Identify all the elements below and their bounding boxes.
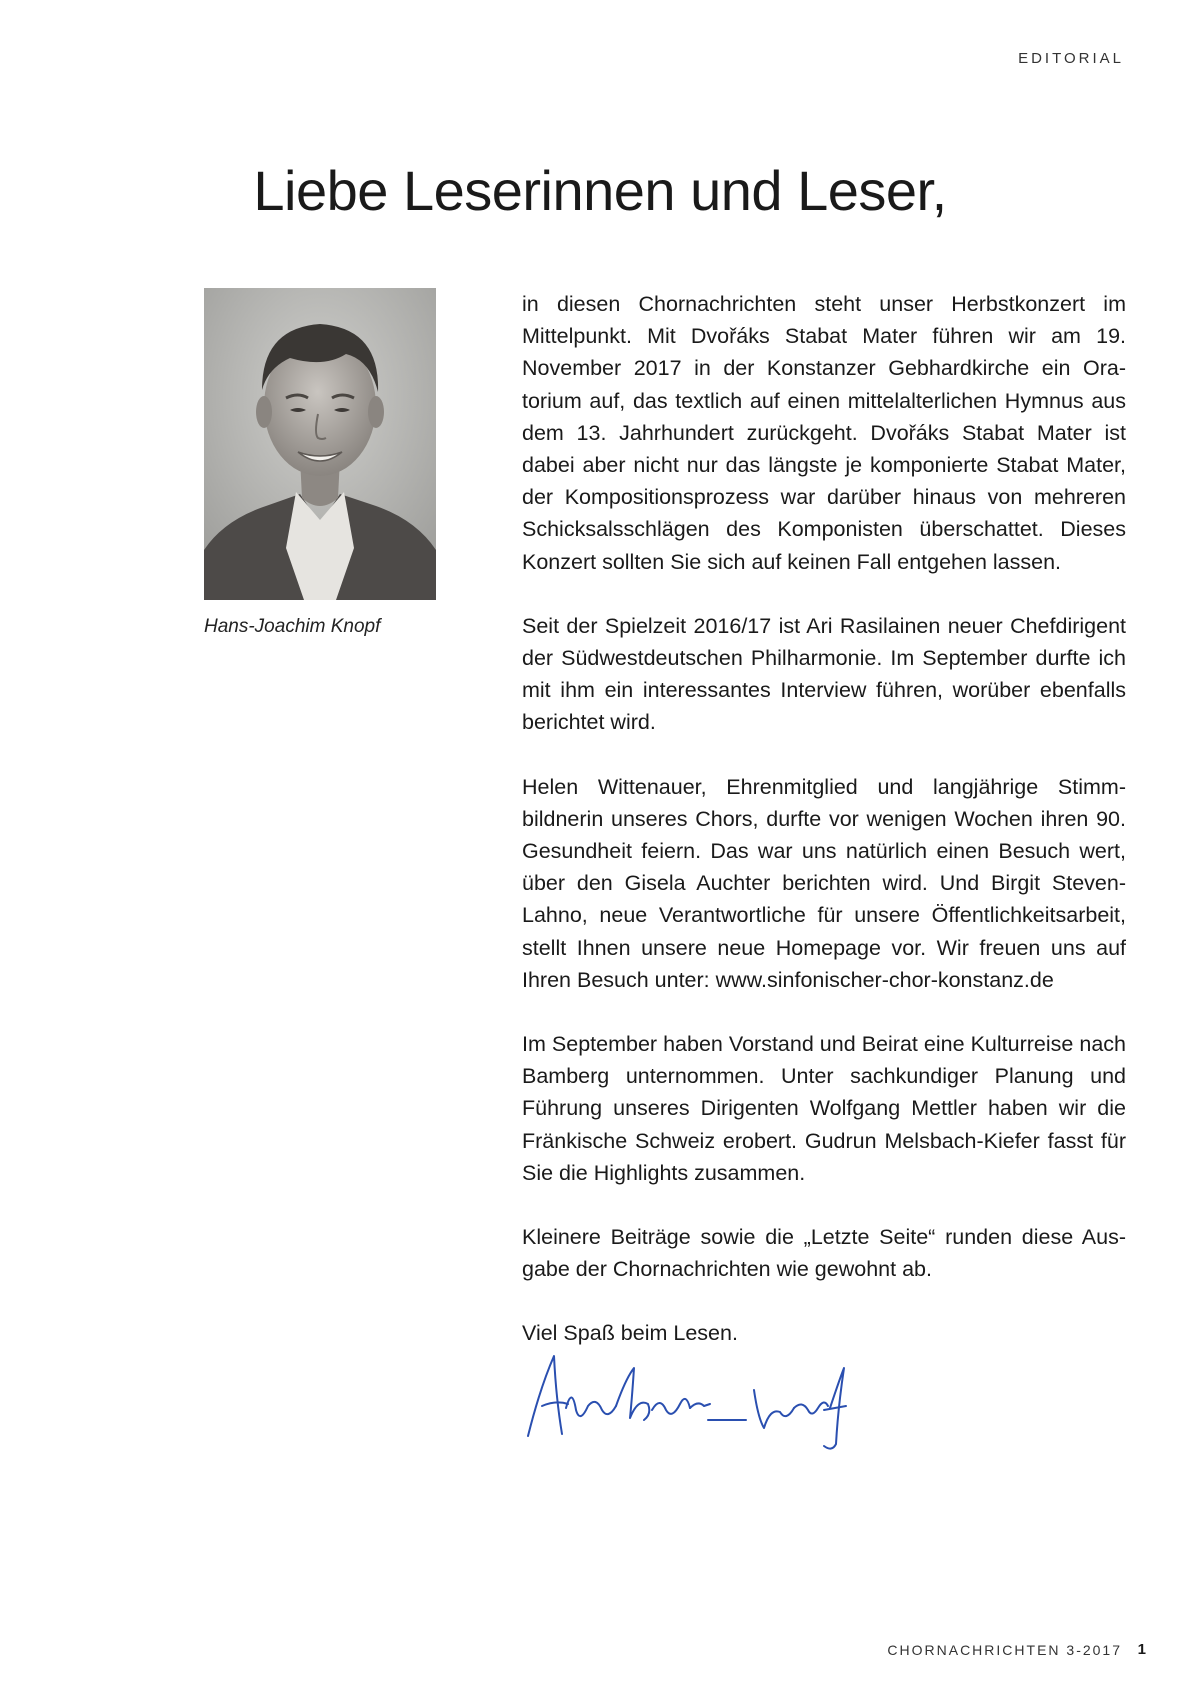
section-label: EDITORIAL bbox=[1018, 50, 1124, 67]
article-body bbox=[522, 288, 1126, 1382]
article-paragraph: Im September haben Vorstand und Beirat eine Kulturreise nach Bamberg unternommen. Unter sachkundiger Planung und Führung unseres Dirigenten Wolfgang Mettler haben wir die Fränkische Schweiz erobert. Gudrun Melsbach-Kiefer fasst für Sie die Highlights zusammen. bbox=[522, 1032, 1126, 1185]
article-paragraph: in diesen Chornachrichten steht unser Herbstkonzert im Mittelpunkt. Mit Dvořáks Stabat Mater führen wir am 19. November 2017 in der Konstanzer Gebhardkirche ein Oratorium auf, das textlich auf einen mittelalterlichen Hymnus aus dem 13. Jahrhundert zurückgeht. Dvořáks Stabat Mater ist dabei aber nicht nur das längste je komponierte Stabat Mater, der Kompositionsprozess war darüber hinaus von mehreren Schicksalsschlägen des Komponisten überschattet. Dieses Konzert sollten Sie sich auf keinen Fall entgehen lassen. bbox=[522, 292, 1126, 574]
author-photo bbox=[204, 288, 436, 600]
article-paragraph: Kleinere Beiträge sowie die „Letzte Seite“ runden diese Ausgabe der Chornachrichten wie gewohnt ab. bbox=[522, 1225, 1126, 1282]
article-paragraph: Helen Wittenauer, Ehrenmitglied und langjährige Stimmbildnerin unseres Chors, durfte vor wenigen Wochen ihren 90. Gesundheit feiern. Das war uns natürlich einen Besuch wert, über den Gisela Auchter berichten wird. Und Birgit Steven-Lahno, neue Verantwortliche für unsere Öffentlichkeitsarbeit, stellt Ihnen unsere neue Homepage vor. Wir freuen uns auf Ihren Besuch unter: www.sinfonischer-chor-konstanz.de bbox=[522, 774, 1126, 992]
page-headline: Liebe Leserinnen und Leser, bbox=[253, 159, 947, 222]
closing-line: Viel Spaß beim Lesen. bbox=[522, 1321, 738, 1346]
photo-caption: Hans-Joachim Knopf bbox=[204, 616, 381, 637]
footer-publication: CHORNACHRICHTEN 3-2017 bbox=[887, 1642, 1122, 1658]
article-paragraph: Seit der Spielzeit 2016/17 ist Ari Rasilainen neuer Chefdirigent der Südwestdeutschen Philharmonie. Im September durfte ich mit ihm ein interessantes Interview führen, worüber ebenfalls berichtet wird. bbox=[522, 613, 1126, 735]
handwritten-signature bbox=[518, 1348, 858, 1456]
signature-strokes bbox=[528, 1356, 846, 1449]
page-number: 1 bbox=[1137, 1641, 1146, 1658]
